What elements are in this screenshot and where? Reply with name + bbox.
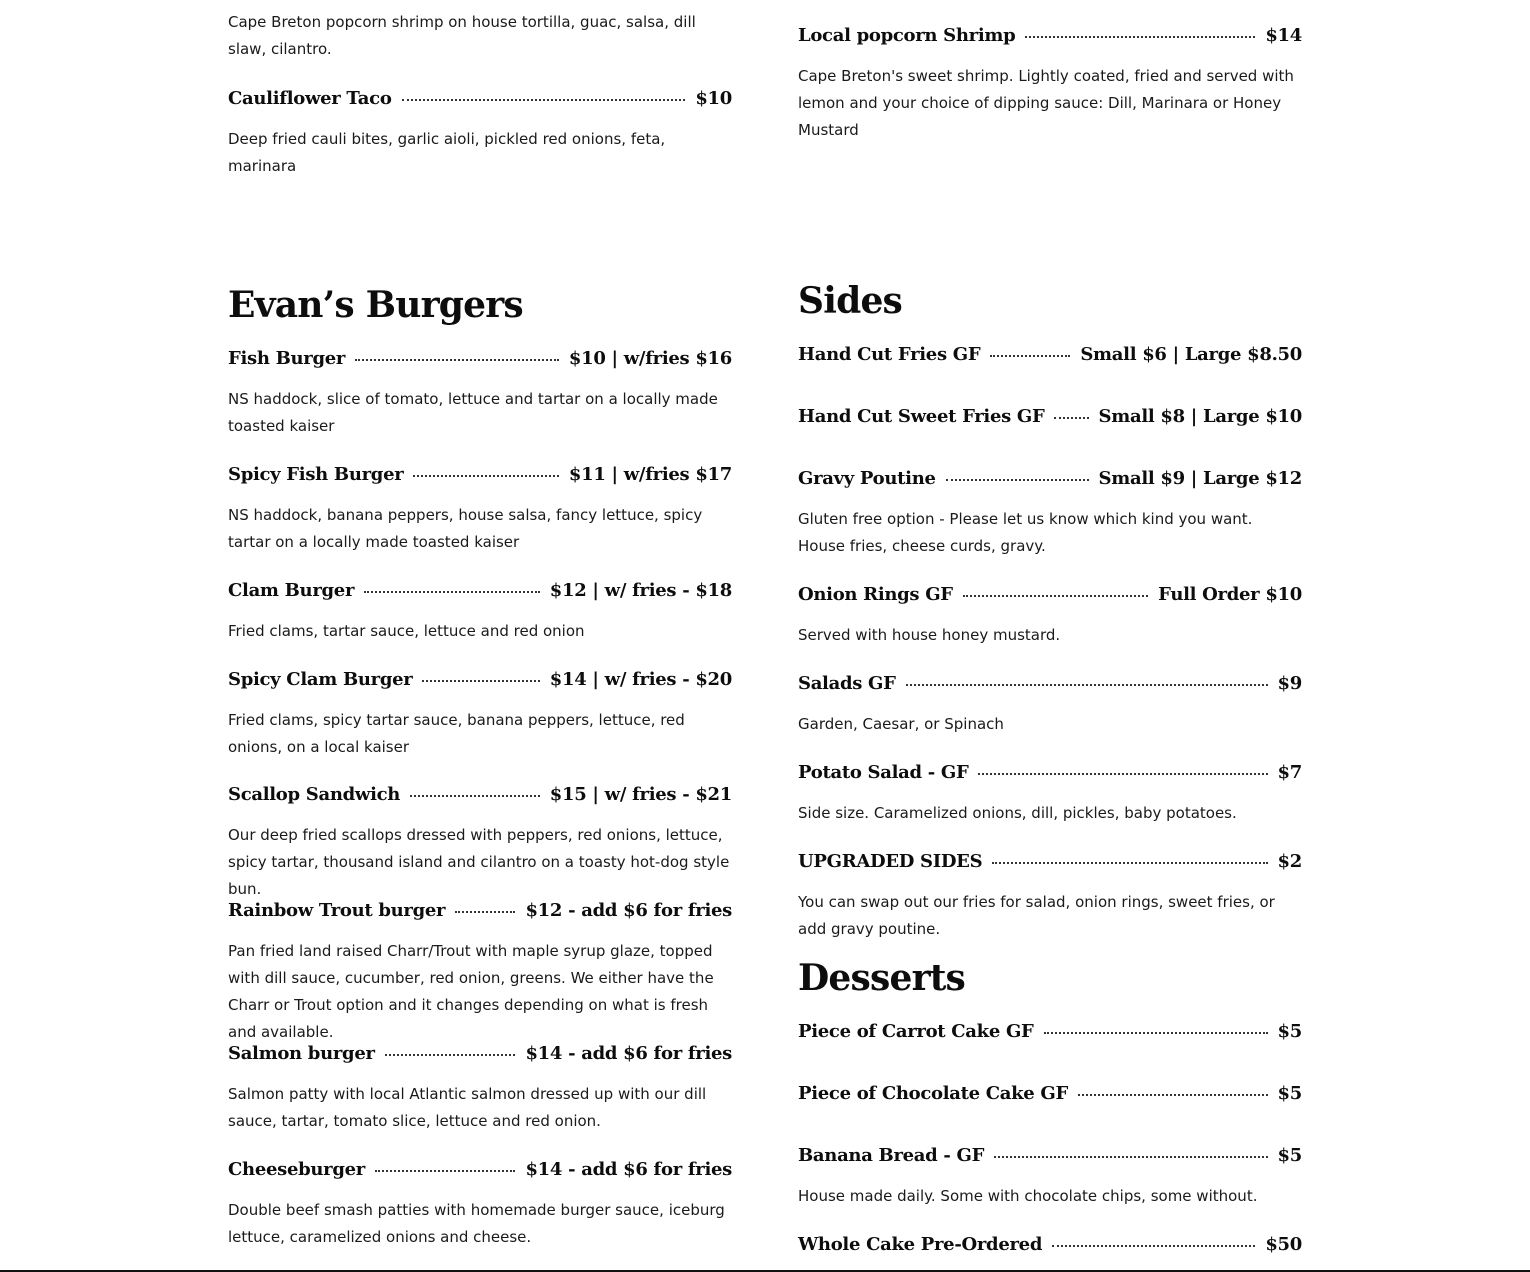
menu-item-header [228, 464, 732, 485]
item-price: $7 [1277, 762, 1302, 783]
dotted-leader [1054, 417, 1088, 419]
item-price: $14 - add $6 for fries [525, 1159, 732, 1180]
menu-item-header [798, 1234, 1302, 1255]
menu-item-header [798, 1145, 1302, 1166]
menu-item-header [798, 406, 1302, 427]
menu-item [228, 900, 732, 921]
item-description: Served with house honey mustard. [798, 626, 1061, 644]
menu-item-header [798, 673, 1302, 694]
menu-item-header [798, 584, 1302, 605]
menu-item-header [228, 784, 732, 805]
dotted-leader [1025, 36, 1255, 38]
item-price: $14 - add $6 for fries [525, 1043, 732, 1064]
item-description: Deep fried cauli bites, garlic aioli, pickled red onions, feta, marinara [228, 130, 666, 175]
item-price: $2 [1277, 851, 1302, 872]
item-description: Our deep fried scallops dressed with peppers, red onions, lettuce, spicy tartar, thousand island and cilantro on a toasty hot-dog style bun. [228, 826, 730, 898]
item-description: Fried clams, tartar sauce, lettuce and red onion [228, 622, 585, 640]
item-name: Piece of Carrot Cake GF [798, 1021, 1034, 1042]
item-name: Salmon burger [228, 1043, 375, 1064]
item-name: Gravy Poutine [798, 468, 936, 489]
item-price: $12 - add $6 for fries [525, 900, 732, 921]
item-name: Potato Salad - GF [798, 762, 969, 783]
item-name: Cheeseburger [228, 1159, 365, 1180]
item-price: Small $6 | Large $8.50 [1080, 344, 1302, 365]
menu-item [798, 344, 1302, 365]
menu-item-header [228, 900, 732, 921]
dotted-leader [364, 591, 540, 593]
dotted-leader [994, 1156, 1267, 1158]
dotted-leader [375, 1170, 515, 1172]
item-name: Hand Cut Sweet Fries GF [798, 406, 1045, 427]
dotted-leader [906, 684, 1268, 686]
item-price: $11 | w/fries $17 [568, 464, 732, 485]
item-name: Salads GF [798, 673, 896, 694]
menu-item [228, 1043, 732, 1064]
dotted-leader [990, 355, 1070, 357]
menu-item [228, 348, 732, 369]
item-description: House made daily. Some with chocolate chips, some without. [798, 1187, 1258, 1205]
dotted-leader [978, 773, 1267, 775]
item-price: $5 [1277, 1083, 1302, 1104]
dotted-leader [455, 911, 515, 913]
item-name: Local popcorn Shrimp [798, 25, 1016, 46]
item-description: You can swap out our fries for salad, onion rings, sweet fries, or add gravy poutine. [798, 893, 1275, 938]
dotted-leader [963, 595, 1148, 597]
item-name: Scallop Sandwich [228, 784, 401, 805]
item-name: Fish Burger [228, 348, 346, 369]
menu-item-header [798, 468, 1302, 489]
menu-item-header [798, 344, 1302, 365]
item-price: $50 [1265, 1234, 1302, 1255]
menu-item [798, 762, 1302, 783]
item-name: UPGRADED SIDES [798, 851, 983, 872]
menu-item [798, 25, 1302, 46]
item-price: $5 [1277, 1021, 1302, 1042]
menu-item [228, 1159, 732, 1180]
item-price: $10 | w/fries $16 [568, 348, 732, 369]
section-title-sides: Sides [798, 280, 903, 322]
menu-item [228, 88, 732, 109]
menu-item-header [798, 25, 1302, 46]
dotted-leader [410, 795, 540, 797]
item-price: $15 | w/ fries - $21 [549, 784, 732, 805]
item-name: Spicy Fish Burger [228, 464, 404, 485]
item-price: $5 [1277, 1145, 1302, 1166]
item-description: Garden, Caesar, or Spinach [798, 715, 1004, 733]
item-name: Rainbow Trout burger [228, 900, 446, 921]
item-name: Hand Cut Fries GF [798, 344, 981, 365]
section-title-desserts: Desserts [798, 957, 966, 999]
menu-item [798, 851, 1302, 872]
item-description: Cape Breton popcorn shrimp on house tortilla, guac, salsa, dill slaw, cilantro. [228, 13, 696, 58]
dotted-leader [992, 862, 1267, 864]
item-name: Onion Rings GF [798, 584, 953, 605]
menu-item-header [798, 1021, 1302, 1042]
item-price: Full Order $10 [1158, 584, 1302, 605]
dotted-leader [1044, 1032, 1268, 1034]
item-description: Double beef smash patties with homemade burger sauce, iceburg lettuce, caramelized onions and cheese. [228, 1201, 725, 1246]
menu-item [228, 580, 732, 601]
item-description: NS haddock, banana peppers, house salsa, fancy lettuce, spicy tartar on a locally made toasted kaiser [228, 506, 703, 551]
menu-item [798, 468, 1302, 489]
menu-item-header [798, 851, 1302, 872]
menu-item-header [228, 348, 732, 369]
dotted-leader [1078, 1094, 1268, 1096]
dotted-leader [1052, 1245, 1255, 1247]
menu-item-header [798, 1083, 1302, 1104]
menu-item [798, 1234, 1302, 1255]
item-price: Small $8 | Large $10 [1098, 406, 1302, 427]
menu-item-header [228, 580, 732, 601]
dotted-leader [946, 479, 1089, 481]
menu-item [228, 669, 732, 690]
menu-item-header [798, 762, 1302, 783]
item-description: Side size. Caramelized onions, dill, pickles, baby potatoes. [798, 804, 1237, 822]
menu-item [798, 406, 1302, 427]
menu-item [798, 1145, 1302, 1166]
dotted-leader [385, 1054, 516, 1056]
item-description: Fried clams, spicy tartar sauce, banana peppers, lettuce, red onions, on a local kaiser [228, 711, 685, 756]
item-price: $14 [1265, 25, 1302, 46]
item-price: $9 [1277, 673, 1302, 694]
menu-item-header [228, 669, 732, 690]
item-name: Spicy Clam Burger [228, 669, 413, 690]
dotted-leader [413, 475, 558, 477]
dotted-leader [422, 680, 539, 682]
menu-item-header [228, 1159, 732, 1180]
item-description: Cape Breton's sweet shrimp. Lightly coated, fried and served with lemon and your choice of dipping sauce: Dill, Marinara or Honey Mustard [798, 67, 1294, 139]
item-description: Gluten free option - Please let us know which kind you want. House fries, cheese curds, gravy. [798, 510, 1253, 555]
item-price: $12 | w/ fries - $18 [549, 580, 732, 601]
menu-item [228, 464, 732, 485]
menu-item [798, 584, 1302, 605]
item-description: Pan fried land raised Charr/Trout with maple syrup glaze, topped with dill sauce, cucumber, red onion, greens. We either have the Charr or Trout option and it changes depending on what is fresh and available. [228, 942, 714, 1041]
item-name: Piece of Chocolate Cake GF [798, 1083, 1068, 1104]
item-name: Clam Burger [228, 580, 355, 601]
item-price: $10 [695, 88, 732, 109]
menu-item-header [228, 1043, 732, 1064]
item-price: $14 | w/ fries - $20 [549, 669, 732, 690]
item-description: NS haddock, slice of tomato, lettuce and tartar on a locally made toasted kaiser [228, 390, 718, 435]
item-name: Whole Cake Pre-Ordered [798, 1234, 1043, 1255]
menu-item [798, 1021, 1302, 1042]
dotted-leader [355, 359, 559, 361]
item-name: Banana Bread - GF [798, 1145, 985, 1166]
dotted-leader [402, 99, 686, 101]
menu-item [798, 1083, 1302, 1104]
section-title-burgers: Evan’s Burgers [228, 284, 523, 326]
menu-item [228, 784, 732, 805]
menu-item-header [228, 88, 732, 109]
item-price: Small $9 | Large $12 [1098, 468, 1302, 489]
item-name: Cauliflower Taco [228, 88, 392, 109]
item-description: Salmon patty with local Atlantic salmon dressed up with our dill sauce, tartar, tomato slice, lettuce and red onion. [228, 1085, 707, 1130]
menu-item [798, 673, 1302, 694]
